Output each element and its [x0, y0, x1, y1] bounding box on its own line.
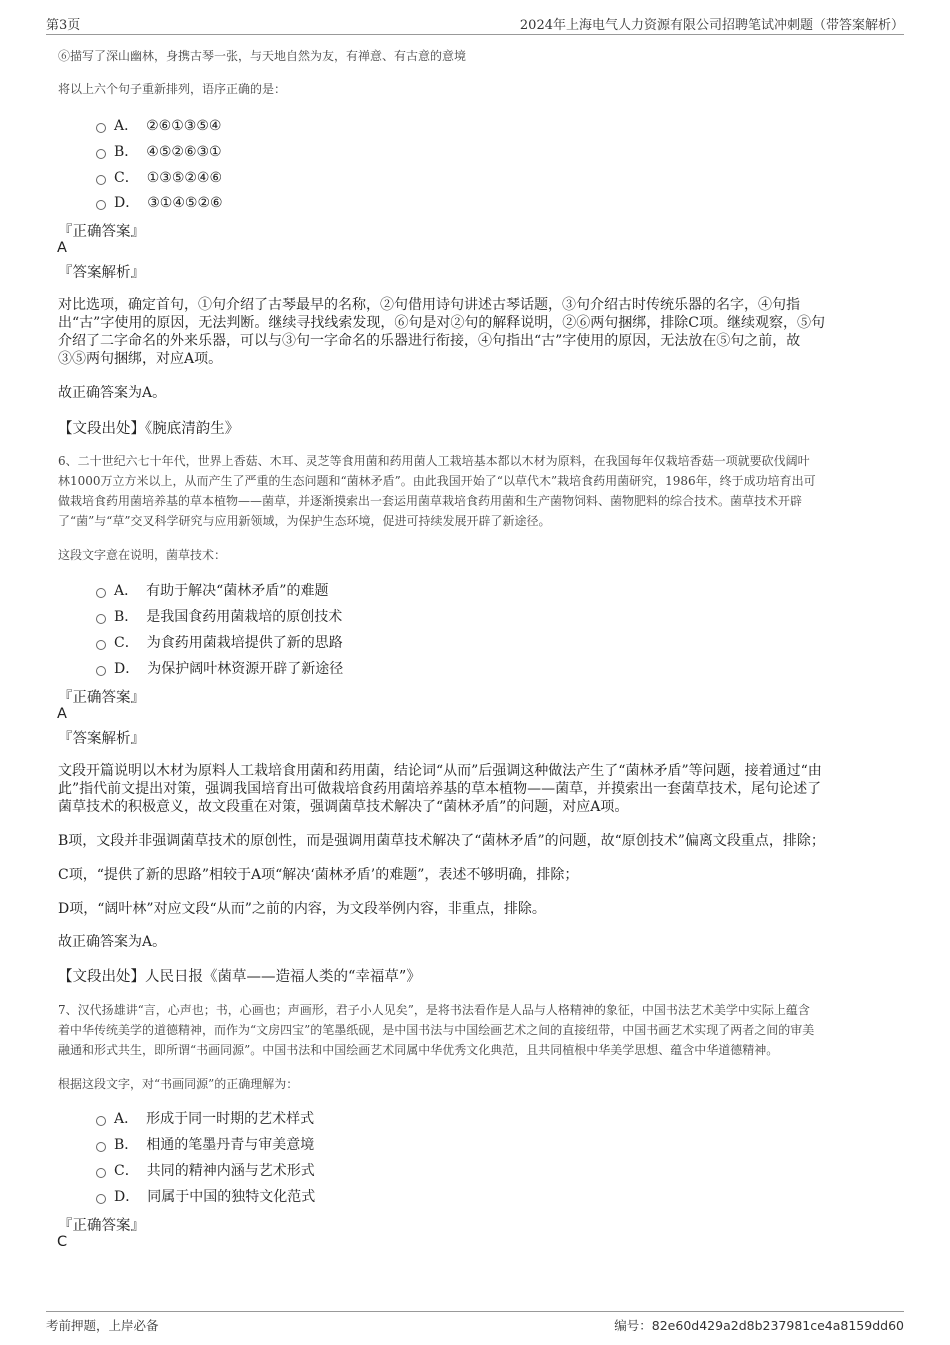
radio-icon[interactable]	[96, 1142, 106, 1152]
q7-option-c[interactable]: C． 共同的精神内涵与艺术形式	[96, 1162, 315, 1180]
page-footer	[46, 1311, 904, 1337]
q5-option-d[interactable]: D． ③①④⑤②⑥	[96, 194, 223, 212]
q6-analysis: 文段开篇说明以木材为原料人工栽培食用菌和药用菌，结论词“从而”后强调这种做法产生了“菌林矛盾”等问题，接着通过“由 此”指代前文提出对策，强调我国培育出可做栽培食药用菌培养基的草本植物——菌草，并摸索出一套菌草技术，尾句论述了 菌草技术的积极意义，故文段重在对策，强调菌草技术解决了“菌林矛盾”的问题，对应A项。	[58, 763, 822, 815]
q5-option-c[interactable]: C． ①③⑤②④⑥	[96, 169, 222, 187]
radio-icon[interactable]	[96, 123, 106, 133]
page-number: 第3页	[46, 18, 81, 33]
q6-analysis-label: 『答案解析』	[58, 731, 145, 747]
q5-source: 【文段出处】《腕底清韵生》	[58, 421, 240, 437]
q7-answer: C	[57, 1234, 68, 1250]
page-header	[46, 14, 904, 35]
q6-option-c[interactable]: C． 为食药用菌栽培提供了新的思路	[96, 634, 343, 652]
q6-answer: A	[57, 706, 67, 722]
radio-icon[interactable]	[96, 588, 106, 598]
radio-icon[interactable]	[96, 614, 106, 624]
q5-prompt: 将以上六个句子重新排列，语序正确的是：	[58, 82, 287, 96]
q7-stem: 7、汉代扬雄讲“言，心声也；书，心画也；声画形，君子小人见矣”，是将书法看作是人品与人格精神的象征，中国书法艺术美学中实际上蕴含 着中华传统美学的道德精神，而作为“文房四宝”的笔墨纸砚，是中国书法与中国绘画艺术之间的直接纽带，中国书画艺术实现了两者之间的审美 融通和形式共生，即所谓“书画同源”。中国书法和中国绘画艺术同属中华优秀文化典范，且共同植根中华美学思想、蕴含中华道德精神。	[58, 1003, 815, 1057]
q5-option-a[interactable]: A． ②⑥①③⑤④	[96, 117, 221, 135]
q7-option-a[interactable]: A． 形成于同一时期的艺术样式	[96, 1110, 314, 1128]
q5-conclusion: 故正确答案为A。	[58, 385, 167, 401]
q6-prompt: 这段文字意在说明，菌草技术：	[58, 548, 227, 562]
q5-answer: A	[57, 240, 67, 256]
radio-icon[interactable]	[96, 149, 106, 159]
q5-option-b[interactable]: B． ④⑤②⑥③①	[96, 143, 222, 161]
document-title: 2024年上海电气人力资源有限公司招聘笔试冲刺题（带答案解析）	[519, 18, 904, 33]
q6-option-a[interactable]: A． 有助于解决“菌林矛盾”的难题	[96, 582, 328, 600]
radio-icon[interactable]	[96, 175, 106, 185]
footer-slogan: 考前押题，上岸必备	[46, 1318, 159, 1333]
radio-icon[interactable]	[96, 1194, 106, 1204]
radio-icon[interactable]	[96, 1168, 106, 1178]
radio-icon[interactable]	[96, 640, 106, 650]
q6-conclusion: 故正确答案为A。	[58, 934, 167, 950]
q6-option-b-note: B项，文段并非强调菌草技术的原创性，而是强调用菌草技术解决了“菌林矛盾”的问题，故“原创技术”偏离文段重点，排除；	[58, 833, 825, 849]
q7-prompt: 根据这段文字，对“书画同源”的正确理解为：	[58, 1077, 299, 1091]
code-label: 编号：	[614, 1318, 652, 1333]
radio-icon[interactable]	[96, 200, 106, 210]
code-value: 82e60d429a2d8b237981ce4a8159dd60	[651, 1318, 904, 1333]
q5-analysis: 对比选项，确定首句，①句介绍了古琴最早的名称，②句借用诗句讲述古琴话题，③句介绍古时传统乐器的名字，④句指 出“古”字使用的原因，无法判断。继续寻找线索发现，⑥句是对②句的解释说明，②⑥两句捆绑，排除C项。继续观察，⑤句 介绍了二字命名的外来乐器，可以与③句一字命名的乐器进行衔接，④句指出“古”字使用的原因，无法放在⑤句之前，故 ③⑤两句捆绑，对应A项。	[58, 297, 826, 367]
q7-answer-label: 『正确答案』	[58, 1218, 145, 1234]
q6-source: 【文段出处】人民日报《菌草——造福人类的“幸福草”》	[58, 969, 421, 985]
q6-stem: 6、二十世纪六七十年代，世界上香菇、木耳、灵芝等食用菌和药用菌人工栽培基本都以木材为原料，在我国每年仅栽培香菇一项就要砍伐阔叶 林1000万立方米以上，从而产生了严重的生态问题和“菌林矛盾”。由此我国开始了“以草代木”栽培食药用菌研究，1986年，终于成功培育出可 做栽培食药用菌培养基的草本植物——菌草，并逐渐摸索出一套运用菌草栽培食药用菌和生产菌物饲料、菌物肥料的综合技术。菌草技术开辟 了“菌”与“草”交叉科学研究与应用新领域，为保护生态环境，促进可持续发展开辟了新途径。	[58, 454, 816, 528]
q6-option-b[interactable]: B． 是我国食药用菌栽培的原创技术	[96, 608, 342, 626]
footer-code	[614, 1316, 904, 1334]
q6-option-d[interactable]: D． 为保护阔叶林资源开辟了新途径	[96, 660, 343, 678]
q5-sentence-6: ⑥描写了深山幽林，身携古琴一张，与天地自然为友，有禅意、有古意的意境	[58, 49, 467, 63]
q5-answer-label: 『正确答案』	[58, 224, 145, 240]
q5-analysis-label: 『答案解析』	[58, 265, 145, 281]
q6-answer-label: 『正确答案』	[58, 690, 145, 706]
q7-option-b[interactable]: B． 相通的笔墨丹青与审美意境	[96, 1136, 314, 1154]
radio-icon[interactable]	[96, 1116, 106, 1126]
q6-option-c-note: C项，“提供了新的思路”相较于A项“解决‘菌林矛盾’的难题”，表述不够明确，排除；	[58, 867, 579, 883]
q7-option-d[interactable]: D． 同属于中国的独特文化范式	[96, 1188, 315, 1206]
radio-icon[interactable]	[96, 666, 106, 676]
q6-option-d-note: D项，“阔叶林”对应文段“从而”之前的内容，为文段举例内容，非重点，排除。	[58, 901, 546, 917]
